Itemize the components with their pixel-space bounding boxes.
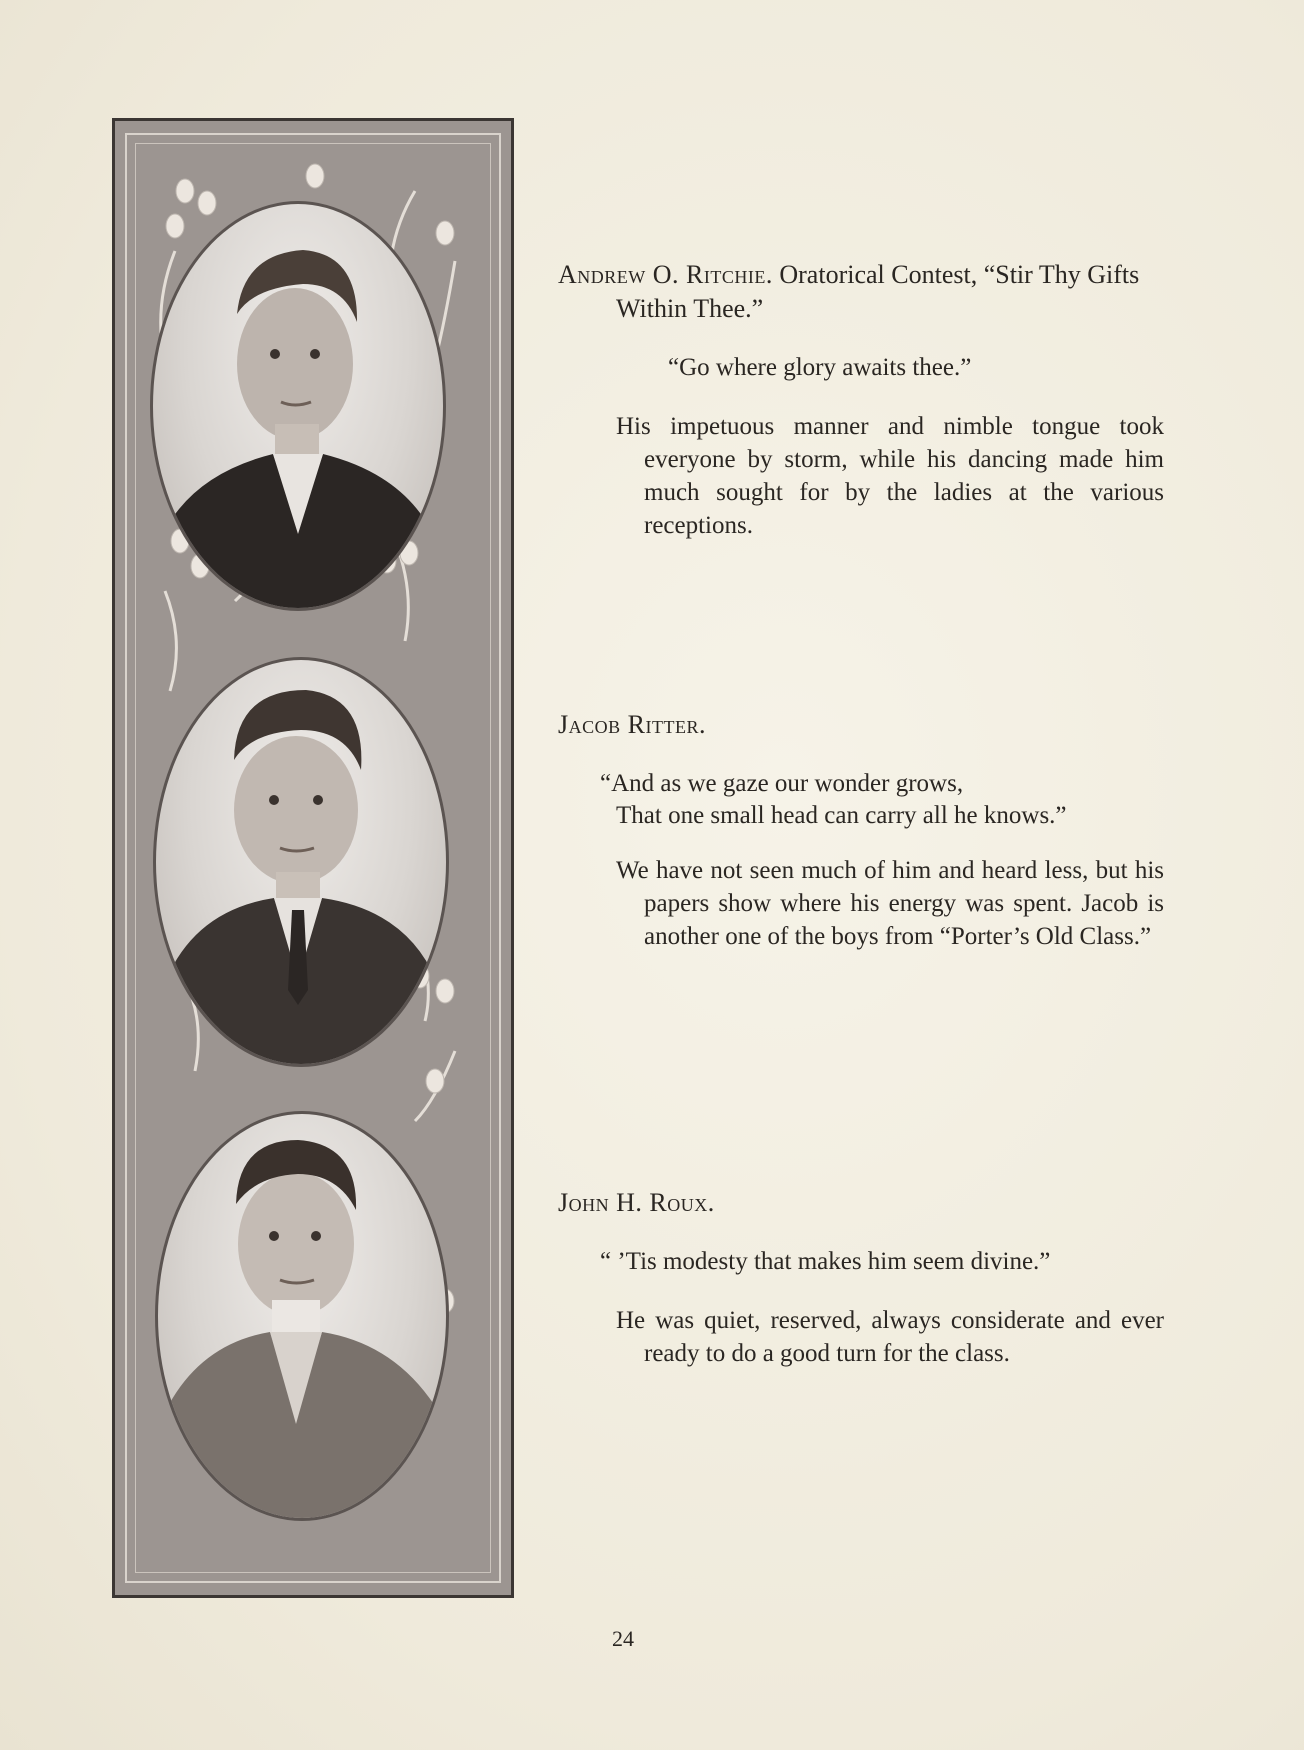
entry-heading bbox=[558, 708, 1164, 742]
portrait-john-roux bbox=[155, 1111, 449, 1521]
entry-heading bbox=[558, 258, 1164, 326]
student-quote: “ ’Tis modesty that makes him seem divine.” bbox=[600, 1248, 1051, 1275]
student-name: John H. Roux. bbox=[558, 1188, 715, 1217]
student-description: His impetuous manner and nimble tongue took everyone by storm, while his dancing made him much sought for by the ladies at the various receptions. bbox=[616, 413, 1164, 539]
portrait-andrew-ritchie bbox=[150, 201, 446, 611]
page-number: 24 bbox=[612, 1626, 634, 1651]
entry-jacob-ritter bbox=[558, 708, 1164, 953]
entry-heading bbox=[558, 1186, 1164, 1220]
student-description: He was quiet, reserved, always considerate and ever ready to do a good turn for the class. bbox=[616, 1307, 1164, 1367]
student-description: We have not seen much of him and heard less, but his papers show where his energy was spent. Jacob is another one of the boys from “Porter’s Old Class.” bbox=[616, 857, 1164, 950]
portrait-jacob-ritter bbox=[153, 657, 449, 1067]
entry-andrew-ritchie bbox=[558, 258, 1164, 542]
portrait-panel bbox=[112, 118, 514, 1598]
student-name: Jacob Ritter. bbox=[558, 710, 706, 739]
student-name: Andrew O. Ritchie. bbox=[558, 260, 773, 289]
student-quote: “Go where glory awaits thee.” bbox=[668, 354, 972, 381]
student-quote-line1: “And as we gaze our wonder grows, bbox=[600, 770, 964, 797]
student-quote-line2: That one small head can carry all he knows.” bbox=[616, 802, 1067, 829]
entry-john-roux bbox=[558, 1186, 1164, 1370]
student-honor: Oratorical Contest, “Stir Thy Gifts Within Thee.” bbox=[616, 260, 1140, 323]
